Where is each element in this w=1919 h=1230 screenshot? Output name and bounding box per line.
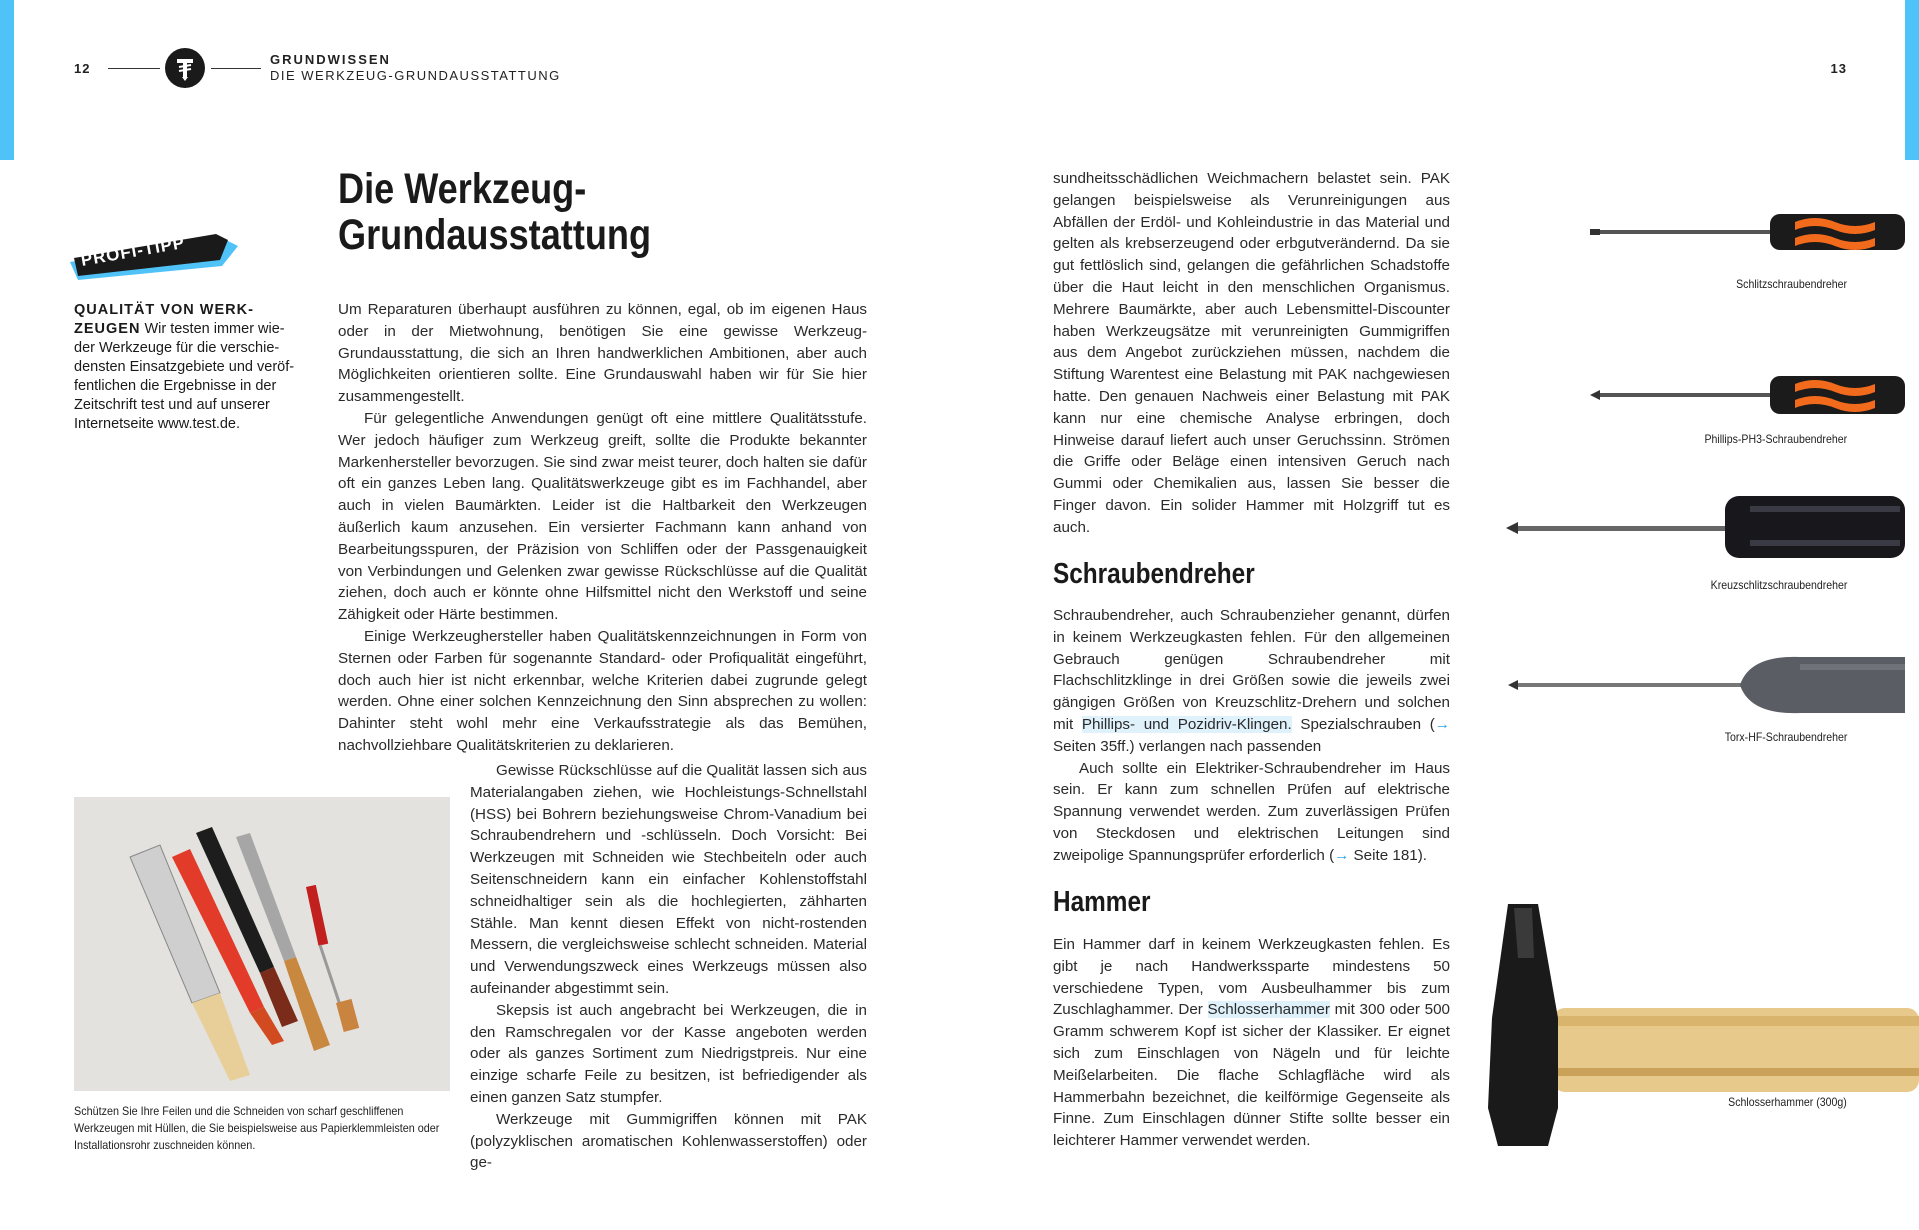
paragraph: Werkzeuge mit Gummigriffen können mit PAK (polyzyklischen aromatischen Kohlenwasserstoffen) oder ge- [470, 1110, 867, 1172]
heading-schraubendreher: Schraubendreher [1053, 558, 1255, 590]
page-number-right: 13 [1830, 61, 1847, 76]
crosshead-screwdriver-image [1500, 484, 1905, 574]
hammer-text [1053, 934, 1450, 1152]
paragraph: Auch sollte ein Elektriker-Schraubendreher im Haus sein. Er kann zum schnellen Prüfen auf elektrische Spannung verwendet werden. Zum zuverlässigen Prüfen von Steckdosen und elektrischen Leitungen sind zweipolige Spannungsprüfer erforderlich (→ Seite 181). [1053, 759, 1450, 864]
header-rule-right [211, 68, 261, 69]
page-title [338, 166, 651, 258]
photo-caption: Schützen Sie Ihre Feilen und die Schneiden von scharf geschliffenen Werkzeugen mit Hüllen, die Sie beispielsweise aus Papierklemmleisten oder Installationsrohr zuschneiden können. [74, 1104, 440, 1152]
profi-tipp-badge [70, 232, 240, 282]
tip-text: der Werkzeuge für die verschie-densten Einsatzgebiete und veröf-fentlichen die Ergebnisse in der Zeitschrift test und auf unserer Internetseite www.test.de. [74, 340, 295, 432]
arrow-icon: → [1334, 846, 1350, 864]
tip-heading-line2: ZEUGEN [74, 321, 141, 337]
tool-caption: Schlitzschraubendreher [1736, 277, 1847, 291]
highlight-schlosserhammer: Schlosserhammer [1207, 1001, 1330, 1019]
title-line2: Grundausstattung [338, 211, 652, 259]
tool-caption: Schlosserhammer (300g) [1728, 1095, 1847, 1109]
header-subsection: DIE WERKZEUG-GRUNDAUSSTATTUNG [270, 68, 561, 83]
body-column-3 [1053, 168, 1450, 539]
tool-caption: Torx-HF-Schraubendreher [1724, 730, 1847, 744]
phillips-screwdriver-image [1580, 360, 1905, 430]
files-photo [74, 797, 450, 1091]
paragraph: Ein Hammer darf in keinem Werkzeugkasten fehlen. Es gibt je nach Handwerkssparte mindestens 50 verschiedene Typen, vom Ausbeulhammer bis zum Zuschlaghammer. Der Schlosserhammer mit 300 oder 500 Gramm schwerem Kopf ist sicher der Klassiker. Er eignet sich zum Einschlagen von Nägeln und für leichte Meißelarbeiten. Die flache Schlagfläche wird als Hammerbahn bezeichnet, die keilförmige Gegenseite als Finne. Zum Einschlagen dünner Stifte sollte besser ein leichterer Hammer verwendet werden. [1053, 936, 1450, 1150]
screw-logo-icon [165, 48, 205, 88]
paragraph: Schraubendreher, auch Schraubenzieher genannt, dürfen in keinem Werkzeugkasten fehlen. Für den allgemeinen Gebrauch genügen Schraubendreher mit Flachschlitzklinge in drei Größen sowie die jeweils zwei gängigen Größen von Kreuzschlitz-Drehern und solchen mit Phillips- und Pozidriv-Klingen. Spezialschrauben (→ Seiten 35ff.) verlangen nach passenden [1053, 607, 1450, 755]
paragraph: sundheitsschädlichen Weichmachern belastet sein. PAK gelangen beispielsweise als Verunreinigungen aus Abfällen der Erdöl- und Kohleindustrie in das Material und gelten als krebserzeugend oder erbgutverändernd. Da sie gut fettlöslich sind, gelangen die gefährlichen Schadstoffe über die Haut leicht in den menschlichen Organismus. Mehrere Baumärkte, aber auch Lebensmittel-Discounter haben Werkzeugsätze mit verunreinigten Gummigriffen aus dem Angebot zurückziehen müssen, nachdem die Stiftung Warentest eine Belastung mit PAK nachgewiesen hatte. Den genauen Nachweis einer Belastung mit PAK kann nur eine chemische Analyse erbringen, doch Hinweise darauf liefert auch unser Geruchssinn. Strömen die Griffe oder Beläge einen intensiven Geruch nach Gummi oder Chemikalien aus, lassen Sie besser die Finger davon. Ein solider Hammer mit Holzgriff tut es auch. [1053, 170, 1450, 536]
paragraph: Um Reparaturen überhaupt ausführen zu können, egal, ob im eigenen Haus oder in der Mietwohnung, benötigen Sie eine gewisse Werkzeug-Grundausstattung, die sich an Ihren handwerklichen Ambitionen, aber auch Möglichkeiten orientieren sollte. Eine Grundauswahl haben wir für Sie hier zusammengestellt. [338, 301, 867, 406]
tip-heading-line1: QUALITÄT VON WERK- [74, 302, 254, 318]
title-line1: Die Werkzeug- [338, 165, 587, 213]
arrow-icon: → [1434, 715, 1450, 733]
screwdriver-text [1053, 605, 1450, 867]
body-column-2 [470, 760, 867, 1174]
paragraph: Skepsis ist auch angebracht bei Werkzeugen, die in den Ramschregalen vor der Kasse angeboten werden oder als ganzes Sortiment zum Niedrigstpreis. Nur eine einzige scharfe Feile zu besitzen, ist befriedigender als einen ganzen Satz stumpfer. [470, 1001, 867, 1106]
heading-hammer: Hammer [1053, 886, 1151, 918]
slotted-screwdriver-image [1580, 196, 1905, 266]
profi-tipp-text: PROFI-TIPP [79, 232, 187, 270]
torx-screwdriver-image [1500, 646, 1905, 726]
tip-box [74, 301, 314, 434]
tool-caption: Phillips-PH3-Schraubendreher [1704, 432, 1847, 446]
paragraph: Einige Werkzeughersteller haben Qualitätskennzeichnungen in Form von Sternen oder Farben für sogenannte Standard- oder Profiqualität eingeführt, doch auch hier ist nicht erkennbar, welche Kriterien dabei zugrunde gelegt werden. Ohne einer solchen Kennzeichnung den Sinn absprechen zu wollen: Dahinter steht wohl mehr eine Verkaufsstrategie als das Bemühen, nachvollziehbare Qualitätskriterien zu deklarieren. [338, 627, 867, 754]
body-column-1 [338, 299, 867, 757]
tip-text-line2: Wir testen immer wie- [144, 321, 285, 337]
header-section: GRUNDWISSEN [270, 52, 391, 67]
header-rule-left [108, 68, 160, 69]
right-accent-bar [1905, 0, 1919, 160]
paragraph: Gewisse Rückschlüsse auf die Qualität lassen sich aus Materialangaben ziehen, wie Hochleistungs-Schnellstahl (HSS) bei Bohrern beziehungsweise Chrom-Vanadium bei Schraubendrehern und -schlüsseln. Doch Vorsicht: Bei Werkzeugen mit Schneiden wie Stechbeiteln oder auch Seitenschneidern kann ein einfacher Kohlenstoffstahl schneidhaltiger sein als die hochlegierten, zähharten Stähle. Man kennt diesen Effekt von nicht-rostenden Messern, die vergleichsweise schlecht schneiden. Material und Verwendungszweck eines Werkzeugs müssen also aufeinander abgestimmt sein. [470, 762, 867, 997]
page-number-left: 12 [74, 61, 91, 76]
hammer-image [1478, 878, 1919, 1156]
left-accent-bar [0, 0, 14, 160]
paragraph: Für gelegentliche Anwendungen genügt oft eine mittlere Qualitätsstufe. Wer jedoch häufiger zum Werkzeug greift, sollte die Produkte bekannter Markenhersteller bevorzugen. Sie sind zwar meist teurer, doch halten sie dafür oft ein ganzes Leben lang. Qualitätswerkzeuge gibt es im Fachhandel, aber auch in vielen Baumärkten. Leider ist die Haltbarkeit den Werkzeugen äußerlich kaum anzusehen. Ein versierter Fachmann kann anhand von Bearbeitungsspuren, der Präzision von Schliffen oder der Passgenauigkeit von Verbindungen und Gelenken zwar gewisse Rückschlüsse auf die Qualität ziehen, doch auch er könnte ohne Hilfsmittel nicht den Werkstoff und seine Zähigkeit oder Härte bestimmen. [338, 409, 867, 624]
tool-caption: Kreuzschlitzschraubendreher [1710, 578, 1847, 592]
highlight-phillips: Phillips- und Pozidriv-Klingen. [1081, 715, 1292, 733]
